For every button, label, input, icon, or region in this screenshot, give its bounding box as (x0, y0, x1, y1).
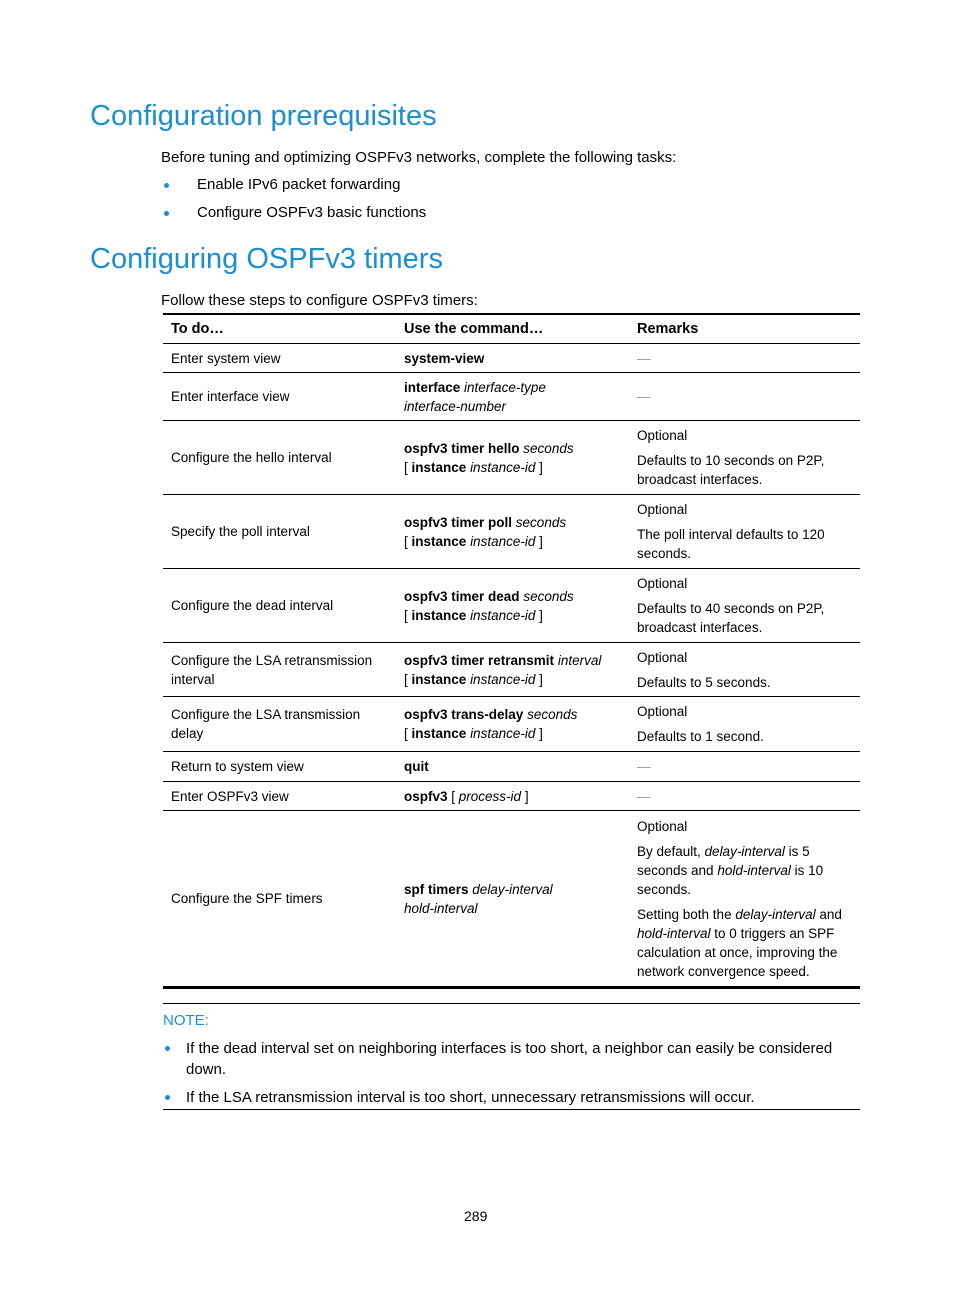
text-run: interval (557, 652, 602, 668)
remark-paragraph: Defaults to 40 seconds on P2P, broadcast interfaces. (637, 601, 825, 635)
text-run: delay-interval (704, 843, 785, 859)
bullet-icon (164, 211, 169, 216)
remark-paragraph: Defaults to 5 seconds. (637, 674, 771, 690)
todo-cell: Enter interface view (163, 373, 396, 421)
table-row (163, 697, 860, 752)
remarks-cell (629, 643, 860, 697)
table-row (163, 643, 860, 697)
remark-paragraph: Optional (637, 576, 688, 591)
command-cell (396, 643, 629, 697)
remarks-cell (629, 421, 860, 495)
section-title-prerequisites: Configuration prerequisites (90, 100, 437, 132)
text-run: quit (404, 759, 429, 774)
todo-cell: Configure the hello interval (163, 421, 396, 495)
remarks-cell (629, 495, 860, 569)
todo-cell: Return to system view (163, 752, 396, 782)
text-run: delay-interval (735, 906, 816, 922)
todo-cell: Configure the SPF timers (163, 811, 396, 988)
text-run: ospfv3 timer retransmit (404, 652, 555, 668)
text-run: instance-id (470, 671, 536, 687)
command-cell (396, 811, 629, 988)
prerequisite-item: Configure OSPFv3 basic functions (197, 204, 427, 221)
table-row (163, 782, 860, 811)
text-run: [ (404, 726, 412, 741)
remark-paragraph: Defaults to 10 seconds on P2P, broadcast interfaces. (637, 453, 825, 487)
remarks-cell (629, 811, 860, 988)
text-run: instance-id (470, 459, 536, 475)
remarks-cell (629, 752, 860, 782)
command-cell (396, 344, 629, 373)
timers-intro: Follow these steps to configure OSPFv3 timers: (161, 292, 478, 309)
note-item: If the dead interval set on neighboring interfaces is too short, a neighbor can easily be considered down. (186, 1040, 833, 1078)
text-run: instance-id (470, 726, 536, 741)
remark-paragraph: — (637, 759, 651, 774)
todo-cell: Enter OSPFv3 view (163, 782, 396, 811)
command-cell (396, 495, 629, 569)
todo-cell: Configure the dead interval (163, 569, 396, 643)
remark-paragraph: Defaults to 1 second. (637, 729, 764, 744)
remark-paragraph: The poll interval defaults to 120 seconds. (637, 527, 825, 561)
table-row (163, 495, 860, 569)
todo-cell: Configure the LSA transmission delay (163, 697, 396, 752)
remarks-cell (629, 373, 860, 421)
text-run: seconds (527, 707, 578, 722)
remark-paragraph: — (637, 788, 651, 804)
remark-paragraph (637, 842, 852, 899)
column-header-todo: To do… (163, 314, 396, 344)
text-run: ] (535, 607, 543, 623)
text-run: instance (411, 459, 467, 475)
text-run: [ (404, 459, 412, 475)
text-run: ] (535, 671, 543, 687)
text-run: By default, (637, 843, 705, 859)
text-run: process-id (458, 788, 522, 804)
text-run: hold-interval (637, 925, 711, 941)
bullet-icon (164, 183, 169, 188)
text-run: and (815, 906, 846, 922)
bullet-icon (165, 1095, 170, 1100)
bullet-icon (165, 1046, 170, 1051)
column-header-remarks: Remarks (629, 314, 860, 344)
steps-table (163, 313, 860, 989)
todo-cell: Enter system view (163, 344, 396, 373)
text-run: system-view (404, 350, 485, 366)
text-run: ] (535, 533, 543, 549)
todo-cell: Configure the LSA retransmission interval (163, 643, 396, 697)
text-run: [ (404, 671, 412, 687)
command-cell (396, 697, 629, 752)
text-run: seconds (515, 514, 567, 530)
text-run: instance (411, 726, 467, 741)
text-run: hold-interval (404, 900, 478, 916)
remark-paragraph: — (637, 389, 651, 404)
note-item: If the LSA retransmission interval is too short, unnecessary retransmissions will occur. (186, 1089, 755, 1106)
table-row (163, 344, 860, 373)
text-run: delay-interval (472, 881, 553, 897)
text-run: ospfv3 timer dead (404, 588, 520, 604)
section-title-timers: Configuring OSPFv3 timers (90, 243, 443, 275)
command-cell (396, 421, 629, 495)
text-run: instance (411, 607, 467, 623)
text-run: [ (404, 607, 412, 623)
remark-paragraph (637, 905, 852, 981)
table-row (163, 569, 860, 643)
remark-paragraph: Optional (637, 649, 688, 665)
remarks-cell (629, 782, 860, 811)
remarks-cell (629, 697, 860, 752)
column-header-command: Use the command… (396, 314, 629, 344)
table-header-row (163, 314, 860, 344)
text-run: spf timers (404, 881, 469, 897)
prerequisites-intro: Before tuning and optimizing OSPFv3 networks, complete the following tasks: (161, 149, 677, 166)
text-run: ospfv3 trans-delay (404, 707, 524, 722)
text-run: to 0 triggers an SPF calculation at once, improving the network convergence speed. (637, 925, 842, 979)
text-run: [ (404, 533, 412, 549)
command-cell (396, 373, 629, 421)
text-run: instance-id (470, 533, 536, 549)
prerequisite-item: Enable IPv6 packet forwarding (197, 176, 401, 193)
table-row (163, 421, 860, 495)
command-cell (396, 569, 629, 643)
text-run: seconds (523, 588, 574, 604)
remark-paragraph: Optional (637, 704, 688, 719)
remark-paragraph: Optional (637, 428, 688, 443)
text-run: [ (447, 788, 459, 804)
text-run: ospfv3 timer hello (404, 440, 520, 456)
text-run: is 5 seconds and (637, 843, 814, 878)
text-run: interface-type (464, 379, 546, 395)
remark-paragraph: Optional (637, 818, 688, 834)
text-run: Setting both the (637, 906, 736, 922)
remarks-cell (629, 569, 860, 643)
text-run: ] (535, 459, 543, 475)
text-run: instance-id (470, 607, 536, 623)
text-run: ] (535, 726, 543, 741)
command-cell (396, 782, 629, 811)
text-run: seconds (523, 440, 574, 456)
text-run: ospfv3 (404, 788, 448, 804)
text-run: hold-interval (717, 862, 791, 878)
text-run: instance (411, 671, 467, 687)
text-run: ospfv3 timer poll (404, 514, 513, 530)
command-cell (396, 752, 629, 782)
page-number: 289 (464, 1208, 488, 1224)
text-run: is 10 seconds. (637, 862, 827, 897)
table-row (163, 811, 860, 988)
note-label: NOTE: (163, 1012, 209, 1029)
remarks-cell (629, 344, 860, 373)
remark-paragraph: Optional (637, 502, 688, 517)
table-row (163, 752, 860, 782)
text-run: interface-number (404, 398, 507, 414)
text-run: interface (404, 379, 461, 395)
text-run: ] (521, 788, 529, 804)
remark-paragraph: — (637, 350, 651, 366)
note-box (163, 1003, 860, 1110)
text-run: instance (411, 533, 467, 549)
table-row (163, 373, 860, 421)
todo-cell: Specify the poll interval (163, 495, 396, 569)
